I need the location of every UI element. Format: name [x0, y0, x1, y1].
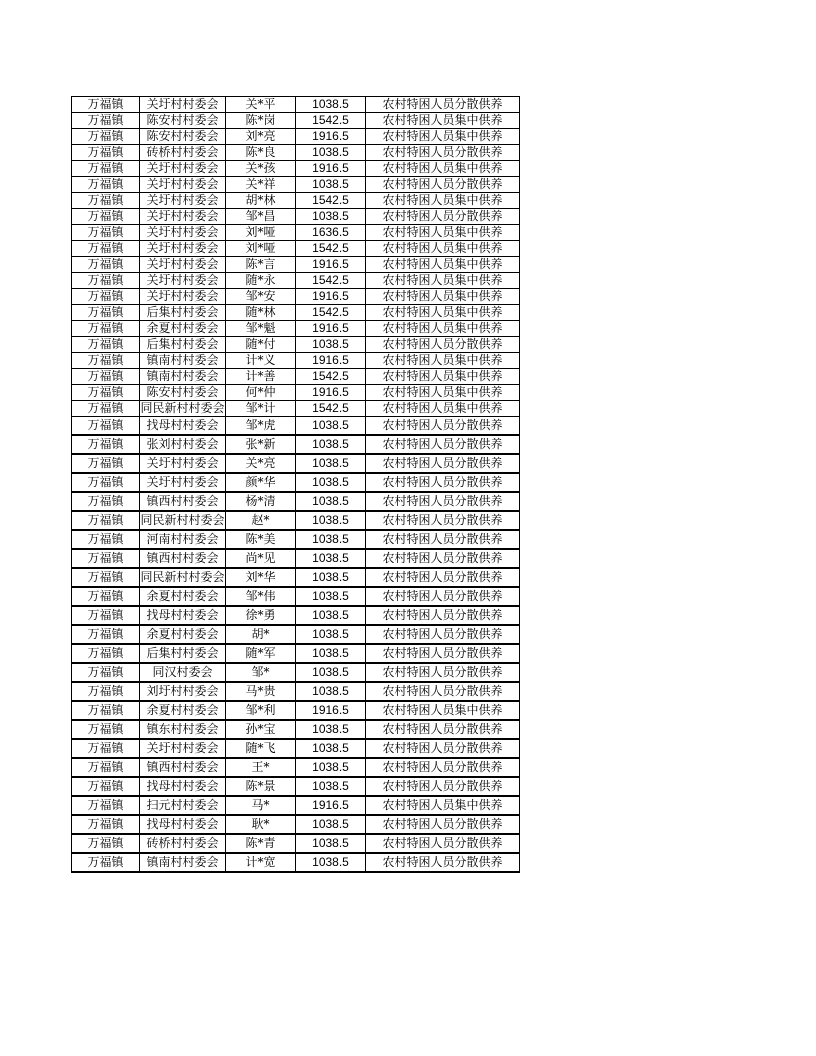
table-row [72, 209, 520, 225]
village-cell: 找母村村委会 [140, 417, 226, 436]
name-cell: 随*林 [226, 305, 296, 321]
beneficiary-table [71, 96, 520, 873]
amount-cell: 1916.5 [296, 289, 366, 305]
town-cell: 万福镇 [72, 113, 140, 129]
name-cell: 随*付 [226, 337, 296, 353]
name-cell: 刘*亮 [226, 129, 296, 145]
village-cell: 后集村村委会 [140, 644, 226, 663]
amount-cell: 1038.5 [296, 549, 366, 568]
category-cell: 农村特困人员集中供养 [366, 193, 520, 209]
category-cell: 农村特困人员集中供养 [366, 385, 520, 401]
category-cell: 农村特困人员集中供养 [366, 273, 520, 289]
table-row [72, 177, 520, 193]
town-cell: 万福镇 [72, 606, 140, 625]
town-cell: 万福镇 [72, 273, 140, 289]
table-row [72, 473, 520, 492]
category-cell: 农村特困人员集中供养 [366, 796, 520, 815]
category-cell: 农村特困人员集中供养 [366, 257, 520, 273]
village-cell: 关圩村村委会 [140, 193, 226, 209]
table-row [72, 606, 520, 625]
town-cell: 万福镇 [72, 225, 140, 241]
amount-cell: 1542.5 [296, 193, 366, 209]
town-cell: 万福镇 [72, 321, 140, 337]
name-cell: 尚*见 [226, 549, 296, 568]
name-cell: 关*平 [226, 97, 296, 113]
town-cell: 万福镇 [72, 289, 140, 305]
amount-cell: 1636.5 [296, 225, 366, 241]
village-cell: 镇南村村委会 [140, 369, 226, 385]
town-cell: 万福镇 [72, 815, 140, 834]
category-cell: 农村特困人员分散供养 [366, 606, 520, 625]
name-cell: 胡*林 [226, 193, 296, 209]
village-cell: 后集村村委会 [140, 337, 226, 353]
category-cell: 农村特困人员分散供养 [366, 417, 520, 436]
amount-cell: 1916.5 [296, 161, 366, 177]
category-cell: 农村特困人员分散供养 [366, 663, 520, 682]
village-cell: 同民新村村委会 [140, 401, 225, 415]
village-cell: 余夏村村委会 [140, 587, 226, 606]
amount-cell: 1038.5 [296, 663, 366, 682]
table-row [72, 161, 520, 177]
category-cell: 农村特困人员分散供养 [366, 97, 520, 113]
name-cell: 随*军 [226, 644, 296, 663]
category-cell: 农村特困人员分散供养 [366, 625, 520, 644]
category-cell: 农村特困人员集中供养 [366, 321, 520, 337]
name-cell: 邹*虎 [226, 417, 296, 436]
amount-cell: 1038.5 [296, 682, 366, 701]
category-cell: 农村特困人员集中供养 [366, 225, 520, 241]
amount-cell: 1038.5 [296, 587, 366, 606]
town-cell: 万福镇 [72, 401, 140, 417]
table-row [72, 241, 520, 257]
town-cell: 万福镇 [72, 587, 140, 606]
category-cell: 农村特困人员分散供养 [366, 530, 520, 549]
table-row [72, 834, 520, 853]
table-row [72, 492, 520, 511]
town-cell: 万福镇 [72, 454, 140, 473]
village-cell: 找母村村委会 [140, 815, 226, 834]
town-cell: 万福镇 [72, 337, 140, 353]
category-cell: 农村特困人员集中供养 [366, 241, 520, 257]
town-cell: 万福镇 [72, 145, 140, 161]
name-cell: 刘*华 [226, 568, 296, 587]
town-cell: 万福镇 [72, 193, 140, 209]
category-cell: 农村特困人员分散供养 [366, 473, 520, 492]
name-cell: 徐*勇 [226, 606, 296, 625]
table-row [72, 417, 520, 436]
category-cell: 农村特困人员分散供养 [366, 511, 520, 530]
category-cell: 农村特困人员集中供养 [366, 161, 520, 177]
amount-cell: 1038.5 [296, 435, 366, 454]
amount-cell: 1038.5 [296, 853, 366, 872]
category-cell: 农村特困人员分散供养 [366, 834, 520, 853]
village-cell: 关圩村村委会 [140, 209, 226, 225]
village-cell: 关圩村村委会 [140, 257, 226, 273]
amount-cell: 1038.5 [296, 815, 366, 834]
village-cell: 关圩村村委会 [140, 473, 226, 492]
village-cell: 后集村村委会 [140, 305, 226, 321]
village-cell: 余夏村村委会 [140, 701, 226, 720]
town-cell: 万福镇 [72, 758, 140, 777]
amount-cell: 1916.5 [296, 385, 366, 401]
village-cell: 镇东村村委会 [140, 720, 226, 739]
category-cell: 农村特困人员分散供养 [366, 454, 520, 473]
town-cell: 万福镇 [72, 241, 140, 257]
village-cell: 找母村村委会 [140, 606, 226, 625]
table-row [72, 145, 520, 161]
table-row [72, 682, 520, 701]
town-cell: 万福镇 [72, 568, 140, 587]
name-cell: 耿* [226, 815, 296, 834]
village-cell: 砖桥村村委会 [140, 145, 226, 161]
category-cell: 农村特困人员分散供养 [366, 145, 520, 161]
name-cell: 颜*华 [226, 473, 296, 492]
town-cell: 万福镇 [72, 663, 140, 682]
table-row [72, 663, 520, 682]
village-cell: 镇西村村委会 [140, 758, 226, 777]
town-cell: 万福镇 [72, 97, 140, 113]
category-cell: 农村特困人员集中供养 [366, 113, 520, 129]
name-cell: 随*飞 [226, 739, 296, 758]
category-cell: 农村特困人员分散供养 [366, 644, 520, 663]
category-cell: 农村特困人员分散供养 [366, 209, 520, 225]
amount-cell: 1038.5 [296, 834, 366, 853]
town-cell: 万福镇 [72, 473, 140, 492]
name-cell: 邹*魁 [226, 321, 296, 337]
table-row [72, 625, 520, 644]
town-cell: 万福镇 [72, 435, 140, 454]
amount-cell: 1038.5 [296, 337, 366, 353]
table-row [72, 777, 520, 796]
name-cell: 关*祥 [226, 177, 296, 193]
name-cell: 陈*青 [226, 834, 296, 853]
village-cell: 河南村村委会 [140, 530, 226, 549]
name-cell: 计*宽 [226, 853, 296, 872]
category-cell: 农村特困人员分散供养 [366, 587, 520, 606]
amount-cell: 1542.5 [296, 305, 366, 321]
table-row [72, 369, 520, 385]
amount-cell: 1038.5 [296, 758, 366, 777]
village-cell: 余夏村村委会 [140, 625, 226, 644]
table-body-upper [72, 97, 520, 417]
village-cell: 镇南村村委会 [140, 353, 226, 369]
village-cell: 镇西村村委会 [140, 549, 226, 568]
village-cell: 关圩村村委会 [140, 289, 226, 305]
village-cell: 陈安村村委会 [140, 129, 226, 145]
town-cell: 万福镇 [72, 739, 140, 758]
category-cell: 农村特困人员集中供养 [366, 129, 520, 145]
village-cell: 陈安村村委会 [140, 113, 226, 129]
village-cell: 关圩村村委会 [140, 177, 226, 193]
table-row [72, 758, 520, 777]
category-cell: 农村特困人员分散供养 [366, 682, 520, 701]
amount-cell: 1038.5 [296, 625, 366, 644]
amount-cell: 1038.5 [296, 511, 366, 530]
category-cell: 农村特困人员分散供养 [366, 549, 520, 568]
name-cell: 关*亮 [226, 454, 296, 473]
category-cell: 农村特困人员分散供养 [366, 568, 520, 587]
table-row [72, 401, 520, 417]
table-row [72, 273, 520, 289]
amount-cell: 1542.5 [296, 273, 366, 289]
amount-cell: 1038.5 [296, 720, 366, 739]
name-cell: 胡* [226, 625, 296, 644]
village-cell: 镇南村村委会 [140, 853, 226, 872]
amount-cell: 1038.5 [296, 97, 366, 113]
table-row [72, 305, 520, 321]
village-cell: 关圩村村委会 [140, 241, 226, 257]
table-row [72, 257, 520, 273]
table-row [72, 644, 520, 663]
table-row [72, 549, 520, 568]
table-body-lower [72, 417, 520, 873]
town-cell: 万福镇 [72, 796, 140, 815]
category-cell: 农村特困人员分散供养 [366, 758, 520, 777]
village-cell: 刘圩村村委会 [140, 682, 226, 701]
spreadsheet [71, 96, 520, 873]
amount-cell: 1916.5 [296, 129, 366, 145]
name-cell: 赵* [226, 511, 296, 530]
name-cell: 陈*美 [226, 530, 296, 549]
category-cell: 农村特困人员分散供养 [366, 337, 520, 353]
town-cell: 万福镇 [72, 720, 140, 739]
amount-cell: 1038.5 [296, 606, 366, 625]
amount-cell: 1038.5 [296, 454, 366, 473]
village-cell: 扫元村村委会 [140, 796, 226, 815]
town-cell: 万福镇 [72, 701, 140, 720]
table-row [72, 193, 520, 209]
amount-cell: 1916.5 [296, 701, 366, 720]
town-cell: 万福镇 [72, 492, 140, 511]
name-cell: 邹*安 [226, 289, 296, 305]
category-cell: 农村特困人员分散供养 [366, 853, 520, 872]
category-cell: 农村特困人员分散供养 [366, 739, 520, 758]
category-cell: 农村特困人员分散供养 [366, 815, 520, 834]
town-cell: 万福镇 [72, 834, 140, 853]
table-row [72, 435, 520, 454]
village-cell: 关圩村村委会 [140, 739, 226, 758]
table-row [72, 385, 520, 401]
village-cell: 关圩村村委会 [140, 161, 226, 177]
village-cell: 关圩村村委会 [140, 225, 226, 241]
name-cell: 邹* [226, 663, 296, 682]
town-cell: 万福镇 [72, 161, 140, 177]
town-cell: 万福镇 [72, 644, 140, 663]
table-row [72, 511, 520, 530]
amount-cell: 1038.5 [296, 739, 366, 758]
table-row [72, 720, 520, 739]
village-cell: 关圩村村委会 [140, 97, 226, 113]
table-row [72, 454, 520, 473]
name-cell: 张*新 [226, 435, 296, 454]
amount-cell: 1916.5 [296, 353, 366, 369]
name-cell: 计*善 [226, 369, 296, 385]
table-row [72, 129, 520, 145]
amount-cell: 1038.5 [296, 473, 366, 492]
town-cell: 万福镇 [72, 417, 140, 436]
category-cell: 农村特困人员分散供养 [366, 177, 520, 193]
town-cell: 万福镇 [72, 549, 140, 568]
village-cell: 同民新村村委会 [140, 568, 226, 587]
name-cell: 杨*清 [226, 492, 296, 511]
village-cell: 关圩村村委会 [140, 454, 226, 473]
table-row [72, 796, 520, 815]
town-cell: 万福镇 [72, 257, 140, 273]
amount-cell: 1916.5 [296, 257, 366, 273]
category-cell: 农村特困人员集中供养 [366, 353, 520, 369]
table-row [72, 701, 520, 720]
category-cell: 农村特困人员分散供养 [366, 720, 520, 739]
name-cell: 邹*伟 [226, 587, 296, 606]
amount-cell: 1038.5 [296, 777, 366, 796]
table-row [72, 739, 520, 758]
name-cell: 陈*岗 [226, 113, 296, 129]
village-cell: 张刘村村委会 [140, 435, 226, 454]
town-cell: 万福镇 [72, 625, 140, 644]
category-cell: 农村特困人员集中供养 [366, 305, 520, 321]
category-cell: 农村特困人员集中供养 [366, 701, 520, 720]
table-row [72, 225, 520, 241]
town-cell: 万福镇 [72, 385, 140, 401]
amount-cell: 1038.5 [296, 417, 366, 436]
amount-cell: 1542.5 [296, 401, 366, 417]
amount-cell: 1916.5 [296, 321, 366, 337]
town-cell: 万福镇 [72, 682, 140, 701]
table-row [72, 321, 520, 337]
village-cell: 关圩村村委会 [140, 273, 226, 289]
table-row [72, 113, 520, 129]
name-cell: 陈*良 [226, 145, 296, 161]
table-row [72, 815, 520, 834]
amount-cell: 1542.5 [296, 369, 366, 385]
category-cell: 农村特困人员集中供养 [366, 369, 520, 385]
village-cell: 砖桥村村委会 [140, 834, 226, 853]
name-cell: 王* [226, 758, 296, 777]
name-cell: 随*永 [226, 273, 296, 289]
table-row [72, 97, 520, 113]
town-cell: 万福镇 [72, 530, 140, 549]
category-cell: 农村特困人员分散供养 [366, 777, 520, 796]
amount-cell: 1542.5 [296, 113, 366, 129]
village-cell: 陈安村村委会 [140, 385, 226, 401]
village-cell: 同民新村村委会 [140, 511, 226, 530]
name-cell: 刘*哑 [226, 225, 296, 241]
table-row [72, 337, 520, 353]
town-cell: 万福镇 [72, 129, 140, 145]
town-cell: 万福镇 [72, 353, 140, 369]
amount-cell: 1038.5 [296, 145, 366, 161]
name-cell: 邹*计 [226, 401, 296, 417]
amount-cell: 1038.5 [296, 177, 366, 193]
amount-cell: 1038.5 [296, 492, 366, 511]
town-cell: 万福镇 [72, 209, 140, 225]
town-cell: 万福镇 [72, 369, 140, 385]
table-row [72, 530, 520, 549]
table-row [72, 853, 520, 872]
town-cell: 万福镇 [72, 305, 140, 321]
category-cell: 农村特困人员分散供养 [366, 435, 520, 454]
amount-cell: 1916.5 [296, 796, 366, 815]
town-cell: 万福镇 [72, 511, 140, 530]
table-row [72, 587, 520, 606]
name-cell: 孙*宝 [226, 720, 296, 739]
village-cell: 同汉村委会 [140, 663, 226, 682]
name-cell: 何*仲 [226, 385, 296, 401]
amount-cell: 1038.5 [296, 209, 366, 225]
table-row [72, 289, 520, 305]
category-cell: 农村特困人员集中供养 [366, 401, 520, 417]
village-cell: 找母村村委会 [140, 777, 226, 796]
town-cell: 万福镇 [72, 177, 140, 193]
town-cell: 万福镇 [72, 777, 140, 796]
name-cell: 刘*哑 [226, 241, 296, 257]
table-row [72, 353, 520, 369]
village-cell: 镇西村村委会 [140, 492, 226, 511]
table-row [72, 568, 520, 587]
name-cell: 马*贵 [226, 682, 296, 701]
amount-cell: 1038.5 [296, 568, 366, 587]
town-cell: 万福镇 [72, 853, 140, 872]
village-cell: 余夏村村委会 [140, 321, 226, 337]
name-cell: 陈*言 [226, 257, 296, 273]
category-cell: 农村特困人员集中供养 [366, 289, 520, 305]
name-cell: 计*义 [226, 353, 296, 369]
category-cell: 农村特困人员分散供养 [366, 492, 520, 511]
amount-cell: 1542.5 [296, 241, 366, 257]
amount-cell: 1038.5 [296, 530, 366, 549]
name-cell: 邹*利 [226, 701, 296, 720]
name-cell: 关*孩 [226, 161, 296, 177]
name-cell: 邹*昌 [226, 209, 296, 225]
name-cell: 陈*景 [226, 777, 296, 796]
amount-cell: 1038.5 [296, 644, 366, 663]
name-cell: 马* [226, 796, 296, 815]
